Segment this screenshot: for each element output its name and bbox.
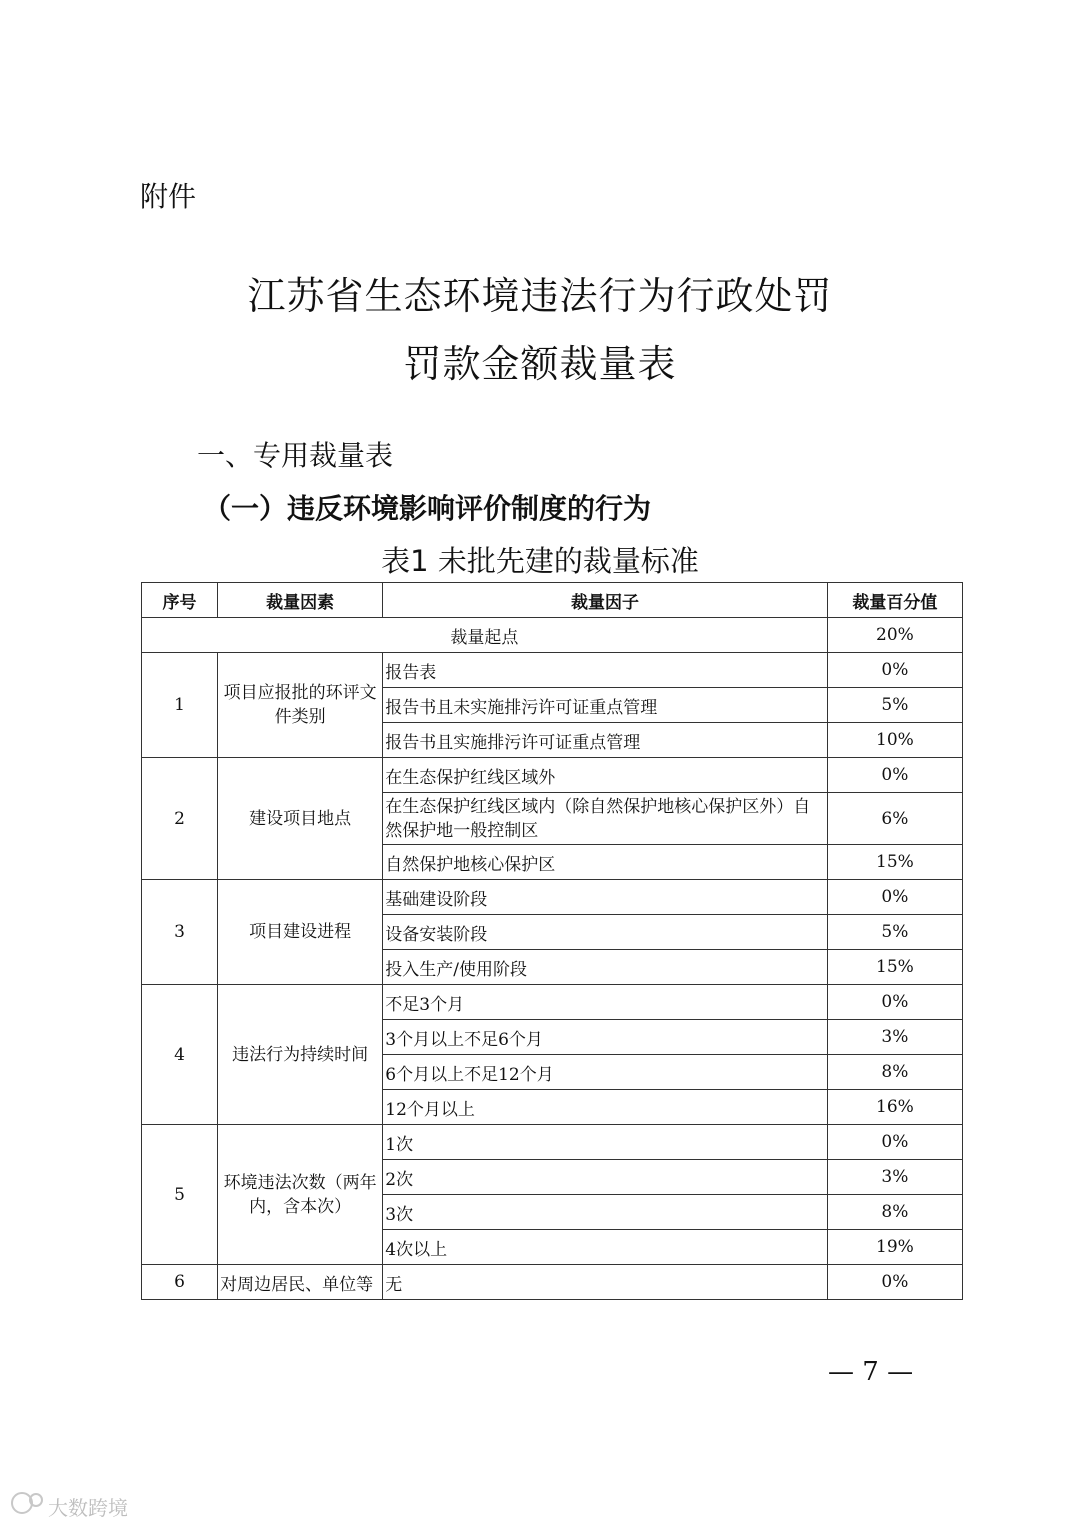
percent-cell: 5% <box>827 688 962 723</box>
row-number: 2 <box>142 758 218 880</box>
header-no: 序号 <box>142 583 218 618</box>
factor-cell: 项目应报批的环评文件类别 <box>218 653 383 758</box>
page-number: — 7 — <box>828 1357 914 1387</box>
factor-cell: 项目建设进程 <box>218 880 383 985</box>
item-cell: 4次以上 <box>383 1230 828 1265</box>
table-row <box>142 1125 963 1160</box>
table-row <box>142 758 963 793</box>
percent-cell: 0% <box>827 758 962 793</box>
factor-cell: 环境违法次数（两年内，含本次） <box>218 1125 383 1265</box>
table-caption: 表1 未批先建的裁量标准 <box>381 544 699 578</box>
row-number: 3 <box>142 880 218 985</box>
percent-cell: 15% <box>827 845 962 880</box>
item-cell: 报告书且未实施排污许可证重点管理 <box>383 688 828 723</box>
table-row <box>142 653 963 688</box>
percent-cell: 6% <box>827 793 962 845</box>
item-cell: 投入生产/使用阶段 <box>383 950 828 985</box>
item-cell: 基础建设阶段 <box>383 880 828 915</box>
percent-cell: 16% <box>827 1090 962 1125</box>
section-heading: 一、专用裁量表 <box>197 439 394 472</box>
factor-cell: 建设项目地点 <box>218 758 383 880</box>
header-item: 裁量因子 <box>383 583 828 618</box>
percent-cell: 8% <box>827 1055 962 1090</box>
percent-cell: 0% <box>827 653 962 688</box>
percent-cell: 3% <box>827 1020 962 1055</box>
item-cell: 3个月以上不足6个月 <box>383 1020 828 1055</box>
start-row <box>142 618 963 653</box>
item-cell: 3次 <box>383 1195 828 1230</box>
watermark-text: 大数跨境 <box>48 1496 128 1520</box>
document-title-line2: 罚款金额裁量表 <box>403 342 677 386</box>
item-cell: 无 <box>383 1265 828 1300</box>
factor-cell: 违法行为持续时间 <box>218 985 383 1125</box>
percent-cell: 5% <box>827 915 962 950</box>
item-cell: 1次 <box>383 1125 828 1160</box>
item-cell: 报告书且实施排污许可证重点管理 <box>383 723 828 758</box>
table-row <box>142 880 963 915</box>
item-cell: 在生态保护红线区域外 <box>383 758 828 793</box>
percent-cell: 15% <box>827 950 962 985</box>
start-label: 裁量起点 <box>142 618 828 653</box>
discretion-table <box>141 582 963 1300</box>
row-number: 4 <box>142 985 218 1125</box>
item-cell: 不足3个月 <box>383 985 828 1020</box>
item-cell: 在生态保护红线区域内（除自然保护地核心保护区外）自然保护地一般控制区 <box>383 793 828 845</box>
start-value: 20% <box>827 618 962 653</box>
item-cell: 12个月以上 <box>383 1090 828 1125</box>
header-factor: 裁量因素 <box>218 583 383 618</box>
percent-cell: 10% <box>827 723 962 758</box>
row-number: 5 <box>142 1125 218 1265</box>
percent-cell: 19% <box>827 1230 962 1265</box>
percent-cell: 0% <box>827 985 962 1020</box>
table-header-row <box>142 583 963 618</box>
row-number: 6 <box>142 1265 218 1300</box>
percent-cell: 8% <box>827 1195 962 1230</box>
attachment-label: 附件 <box>140 180 197 213</box>
item-cell: 6个月以上不足12个月 <box>383 1055 828 1090</box>
item-cell: 自然保护地核心保护区 <box>383 845 828 880</box>
header-percent: 裁量百分值 <box>827 583 962 618</box>
item-cell: 2次 <box>383 1160 828 1195</box>
table-row <box>142 985 963 1020</box>
document-title-line1: 江苏省生态环境违法行为行政处罚 <box>247 274 833 318</box>
row-number: 1 <box>142 653 218 758</box>
percent-cell: 0% <box>827 1125 962 1160</box>
item-cell: 报告表 <box>383 653 828 688</box>
percent-cell: 3% <box>827 1160 962 1195</box>
table-row <box>142 1265 963 1300</box>
subsection-heading: （一）违反环境影响评价制度的行为 <box>203 492 652 525</box>
factor-cell: 对周边居民、单位等 <box>218 1265 383 1300</box>
item-cell: 设备安装阶段 <box>383 915 828 950</box>
percent-cell: 0% <box>827 1265 962 1300</box>
percent-cell: 0% <box>827 880 962 915</box>
